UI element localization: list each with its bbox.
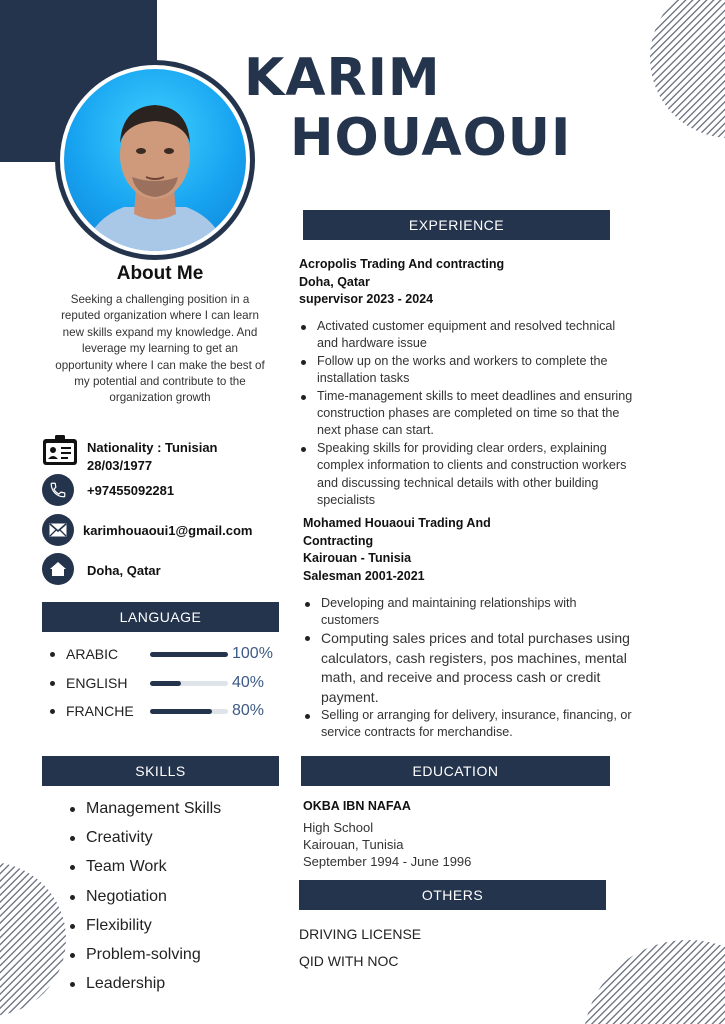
language-item: [50, 673, 264, 693]
job-location: Kairouan - Tunisia: [303, 551, 412, 566]
language-level: 100%: [232, 645, 273, 662]
about-title: About Me: [116, 263, 204, 284]
job-company: Mohamed Houaoui Trading And Contracting: [303, 516, 491, 548]
hatched-circle-decoration: [583, 940, 725, 1024]
education-entry: [303, 798, 603, 870]
job-1-duties: [299, 318, 639, 509]
about-text: Seeking a challenging position in a reputed organization where I can learn new skills expand my knowledge. And leverage my learning to get an opportunity where I can make the best of my potential and contribute to the organization growth: [55, 293, 265, 405]
experience-header: EXPERIENCE: [303, 210, 610, 240]
duty-item: Computing sales prices and total purchases using calculators, cash registers, pos machines, mental math, and receive and process cash or credit payment.: [303, 629, 638, 707]
job-location: Doha, Qatar: [299, 274, 370, 289]
language-item: [50, 701, 264, 721]
education-period: September 1994 - June 1996: [303, 854, 472, 869]
profile-photo: [55, 60, 255, 260]
language-header: LANGUAGE: [42, 602, 279, 632]
duty-item: Activated customer equipment and resolved technical and hardware issue: [299, 318, 639, 353]
school-name: OKBA IBN NAFAA: [303, 799, 411, 813]
email: karimhouaoui1@gmail.com: [83, 523, 253, 538]
skill-item: Flexibility: [68, 915, 221, 944]
language-level-bar: [150, 709, 228, 714]
duty-item: Follow up on the works and workers to complete the installation tasks: [299, 353, 639, 388]
last-name: HOUAOUI: [290, 108, 572, 168]
location: Doha, Qatar: [87, 563, 161, 578]
duty-item: Selling or arranging for delivery, insurance, financing, or service contracts for merchandise.: [303, 707, 638, 741]
job-2-heading: [303, 515, 533, 585]
other-item: DRIVING LICENSE: [299, 926, 422, 942]
skill-item: Leadership: [68, 973, 221, 1002]
skill-item: Team Work: [68, 856, 221, 885]
phone-icon: [42, 474, 74, 506]
skill-item: Problem-solving: [68, 944, 221, 973]
language-item: [50, 644, 273, 664]
id-card-icon: [42, 434, 78, 466]
language-name: ENGLISH: [66, 675, 128, 691]
home-icon: [42, 553, 74, 585]
education-level: High School: [303, 820, 374, 835]
nationality: Nationality : Tunisian: [87, 440, 218, 455]
job-role: Salesman 2001-2021: [303, 568, 425, 583]
education-header: EDUCATION: [301, 756, 610, 786]
language-level-bar: [150, 652, 228, 657]
birthdate: 28/03/1977: [87, 458, 153, 473]
duty-item: Developing and maintaining relationships with customers: [303, 595, 638, 629]
phone-number: +97455092281: [87, 483, 175, 498]
job-company: Acropolis Trading And contracting: [299, 257, 505, 271]
language-level-bar: [150, 681, 228, 686]
skills-header: SKILLS: [42, 756, 279, 786]
job-2-duties: [303, 595, 638, 741]
skill-item: Management Skills: [68, 798, 221, 827]
skills-list: [68, 798, 221, 1002]
language-level: 40%: [232, 674, 265, 691]
duty-item: Speaking skills for providing clear orders, explaining complex information to clients and construction workers and discussing technical details with other building specialists: [299, 440, 639, 510]
language-level: 80%: [232, 702, 265, 719]
hatched-circle-decoration: [650, 0, 725, 138]
language-name: ARABIC: [66, 646, 119, 662]
first-name: KARIM: [244, 48, 441, 108]
others-header: OTHERS: [299, 880, 606, 910]
hatched-circle-decoration: [0, 862, 66, 1016]
job-1-heading: [299, 256, 619, 309]
job-role: supervisor 2023 - 2024: [299, 292, 434, 307]
language-name: FRANCHE: [66, 703, 134, 719]
education-location: Kairouan, Tunisia: [303, 837, 404, 852]
other-item: QID WITH NOC: [299, 953, 399, 969]
skill-item: Creativity: [68, 827, 221, 856]
skill-item: Negotiation: [68, 886, 221, 915]
mail-icon: [42, 514, 74, 546]
duty-item: Time-management skills to meet deadlines and ensuring construction phases are completed on time so that the next phase can start.: [299, 388, 639, 440]
